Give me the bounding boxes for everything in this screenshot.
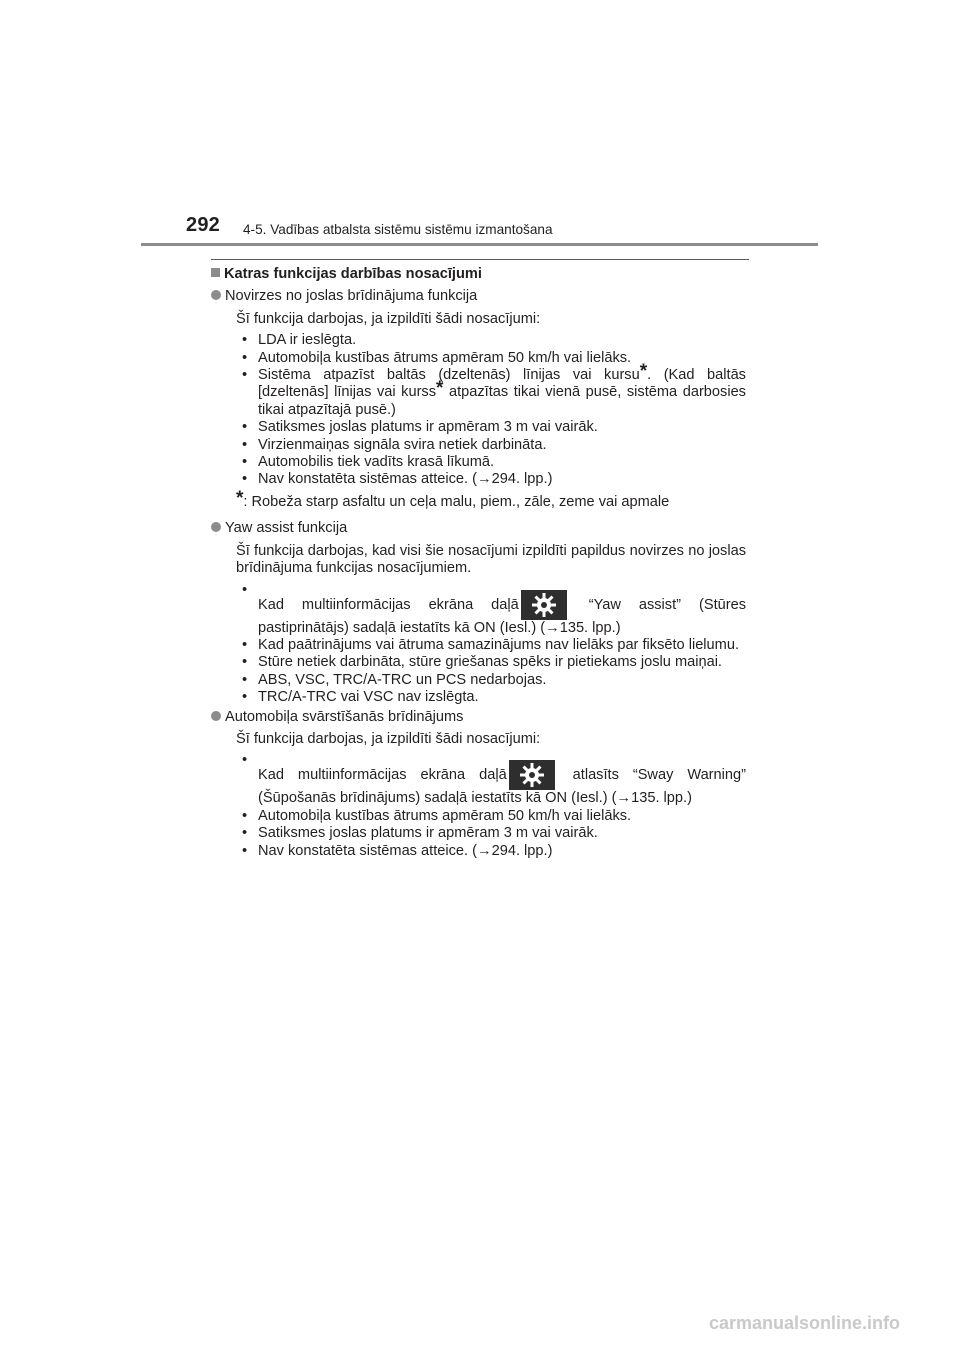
item-title-lane-departure: Novirzes no joslas brīdinājuma funkcija	[211, 288, 746, 305]
gear-icon	[521, 590, 567, 620]
item-title-sway-warning: Automobiļa svārstīšanās brīdinājums	[211, 709, 746, 726]
list-item: • Stūre netiek darbināta, stūre griešanas spēks ir pietiekams joslu maiņai.	[258, 654, 746, 671]
circle-bullet-icon	[211, 522, 221, 532]
list-item: • ABS, VSC, TRC/A-TRC un PCS nedarbojas.	[258, 672, 746, 689]
item-intro: Šī funkcija darbojas, ja izpildīti šādi nosacījumi:	[236, 310, 541, 327]
list-item: • Automobiļa kustības ātrums apmēram 50 km/h vai lielāks.	[258, 808, 746, 825]
circle-bullet-icon	[211, 290, 221, 300]
page-number: 292	[186, 214, 220, 236]
condition-list	[211, 752, 746, 860]
asterisk-mark: *	[436, 378, 444, 400]
list-item: • Automobiļa kustības ātrums apmēram 50 km/h vai lielāks.	[258, 350, 746, 367]
list-item: • Satiksmes joslas platums ir apmēram 3 m vai vairāk.	[258, 419, 746, 436]
square-bullet-icon	[211, 268, 220, 277]
list-item: • Kad multiinformācijas ekrāna daļā atlasīts “Sway Warning” (Šūpošanās brīdinājums) sadaļā iestatīts kā ON (Iesl.) (→135. lpp.)	[258, 752, 746, 807]
item-intro: Šī funkcija darbojas, kad visi šie nosacījumi izpildīti papildus novirzes no joslas brīdinājuma funkcijas nosacījumiem.	[236, 542, 746, 577]
asterisk-mark: *	[639, 361, 648, 383]
footnote: *: Robeža starp asfaltu un ceļa malu, piem., zāle, zeme vai apmale	[236, 487, 670, 510]
list-item: • Kad paātrinājums vai ātruma samazinājums nav lielāks par fiksēto lielumu.	[258, 637, 746, 654]
circle-bullet-icon	[211, 711, 221, 721]
list-item: • Automobilis tiek vadīts krasā līkumā.	[258, 454, 746, 471]
list-item: • Satiksmes joslas platums ir apmēram 3 m vai vairāk.	[258, 825, 746, 842]
list-item: • Nav konstatēta sistēmas atteice. (→294. lpp.)	[258, 471, 746, 488]
manual-content	[211, 266, 746, 860]
header-divider	[141, 243, 818, 246]
item-intro: Šī funkcija darbojas, ja izpildīti šādi nosacījumi:	[236, 730, 541, 747]
chapter-title: 4-5. Vadības atbalsta sistēmu sistēmu izmantošana	[243, 222, 553, 237]
list-item: • Virzienmaiņas signāla svira netiek darbināta.	[258, 437, 746, 454]
list-item: • Nav konstatēta sistēmas atteice. (→294. lpp.)	[258, 843, 746, 860]
gear-icon	[509, 760, 555, 790]
list-item: • TRC/A-TRC vai VSC nav izslēgta.	[258, 689, 746, 706]
list-item: • LDA ir ieslēgta.	[258, 332, 746, 349]
section-divider	[211, 259, 749, 260]
condition-list	[211, 582, 746, 707]
item-title-yaw-assist: Yaw assist funkcija	[211, 520, 746, 537]
list-item: • Sistēma atpazīst baltās (dzeltenās) līnijas vai kursu*. (Kad baltās [dzeltenās] līnijas vai kurss* atpazītas tikai vienā pusē, sistēma darbosies tikai atpazītajā pusē.)	[258, 367, 746, 419]
list-item: • Kad multiinformācijas ekrāna daļā “Yaw assist” (Stūres pastiprinātājs) sadaļā iestatīts kā ON (Iesl.) (→135. lpp.)	[258, 582, 746, 637]
condition-list	[211, 332, 746, 489]
section-heading: Katras funkcijas darbības nosacījumi	[211, 266, 746, 283]
watermark: carmanualsonline.info	[709, 1313, 901, 1333]
